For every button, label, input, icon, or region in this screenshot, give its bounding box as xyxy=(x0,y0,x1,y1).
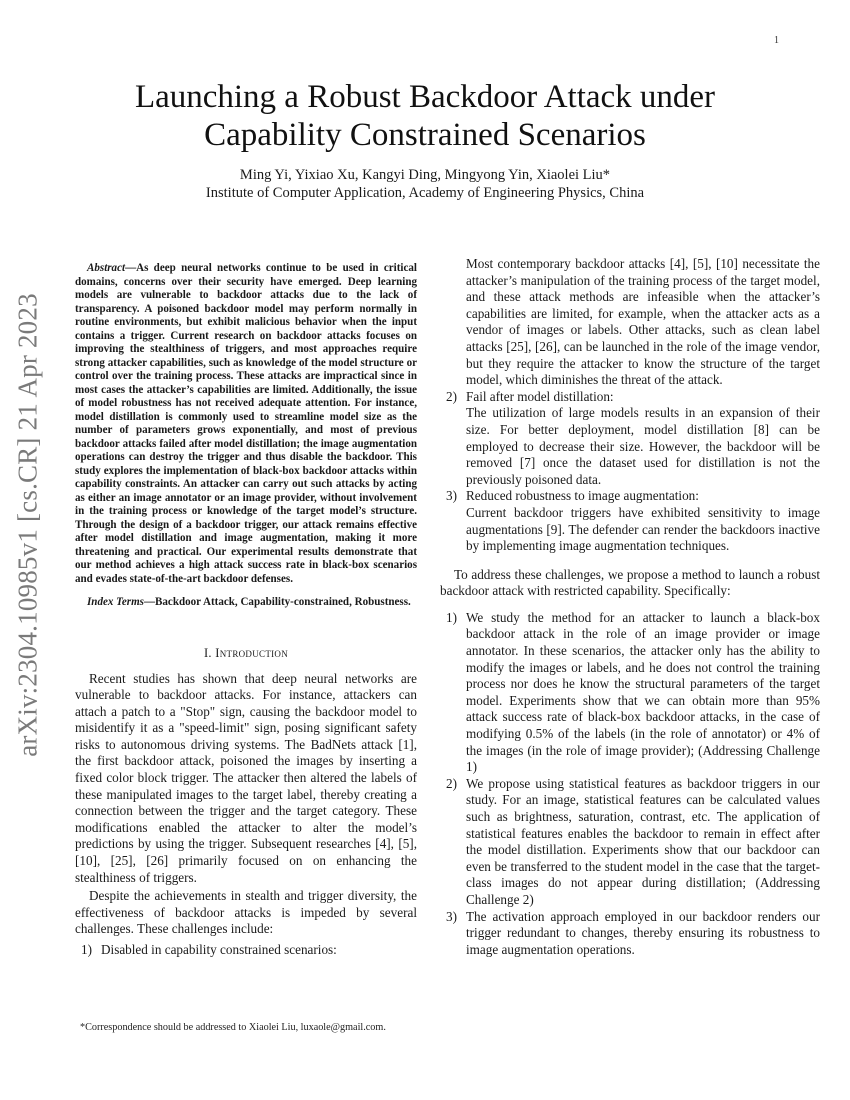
contribution-item xyxy=(440,909,820,959)
challenge-list-continued xyxy=(440,389,820,555)
list-number: 2) xyxy=(446,388,457,404)
index-terms-label: Index Terms xyxy=(87,596,144,608)
paper-title xyxy=(0,78,850,154)
abstract xyxy=(75,262,417,586)
challenge-title: Disabled in capability constrained scenarios: xyxy=(101,942,337,957)
abstract-label: Abstract xyxy=(87,262,126,274)
correspondence-footnote: *Correspondence should be addressed to Xiaolei Liu, luxaole@gmail.com. xyxy=(80,1022,386,1033)
list-number: 3) xyxy=(446,488,457,504)
contribution-item xyxy=(440,610,820,776)
challenge-body: The utilization of large models results in an expansion of their size. For better deployment, model distillation [8] can be employed to decrease their size. However, the backdoor will be removed [7] once the dataset used for distillation is not the previously poisoned data. xyxy=(466,405,820,487)
paper-title-line-2: Capability Constrained Scenarios xyxy=(204,117,646,153)
challenge-list-start xyxy=(75,942,417,959)
challenge-title: Fail after model distillation: xyxy=(466,388,614,404)
list-number: 2) xyxy=(446,775,457,791)
list-number: 1) xyxy=(446,609,457,625)
contribution-text: We propose using statistical features as backdoor triggers in our study. For an image, statistical features can be calculated values such as brightness, saturation, contrast, etc. The application of statistical features enables the backdoor to remain in effect after the model distillation. Experiments show that our backdoor can even be transferred to the student model in the case that the target-class images do not appear during distillation; (Addressing Challenge 2) xyxy=(466,775,820,907)
index-terms xyxy=(75,596,417,610)
intro-paragraph: Despite the achievements in stealth and trigger diversity, the effectiveness of backdoor attacks is impeded by several challenges. These challenges include: xyxy=(75,888,417,937)
paper-header xyxy=(0,78,850,202)
challenge-body: Most contemporary backdoor attacks [4], [5], [10] necessitate the attacker’s manipulation of the training process of the target model, and these attack methods are infeasible when the attacker’s capabilities are limited, for example, when the attacker acts as a vendor of images or labels. Other attacks, such as clean label attacks [25], [26], can be launched in the role of the image vendor, but they require the attacker to know the structure of the target model, which diminishes the threat of the attack. xyxy=(466,256,820,388)
challenge-item xyxy=(440,488,820,554)
list-number: 3) xyxy=(446,908,457,924)
section-heading-introduction: I. Introduction xyxy=(203,645,289,660)
arxiv-identifier-stamp: arXiv:2304.10985v1 [cs.CR] 21 Apr 2023 xyxy=(12,293,43,757)
intro-paragraph: Recent studies has shown that deep neural networks are vulnerable to backdoor attacks. For instance, attackers can attach a patch to a "Stop" sign, causing the backdoor model to misidentify it as a "speed-limit" sign, posing significant safety risks to autonomous driving systems. The BadNets attack [1], the first backdoor attack, poisoned the images by inserting a fixed color block trigger. The attacker then altered the labels of these manipulated images to the target label, thereby creating a connection between the trigger and the target category. These modifications enabled the attacker to alter the model’s predictions by using the trigger. Subsequent researches [4], [5], [10], [25], [26] primarily focused on on enhancing the stealthiness of triggers. xyxy=(75,670,417,885)
right-column xyxy=(440,256,820,958)
contribution-text: The activation approach employed in our backdoor renders our trigger redundant to changes, thereby ensuring its robustness to image augmentation operations. xyxy=(466,908,820,957)
author-affiliation: Institute of Computer Application, Academy of Engineering Physics, China xyxy=(205,185,645,201)
abstract-text: —As deep neural networks continue to be used in critical domains, concerns over their security have emerged. Deep learning models are vulnerable to backdoor attacks due to the lack of transparency. A poisoned backdoor model may perform normally in routine environments, but exhibit malicious behavior when the input contains a trigger. Current research on backdoor attacks focuses on improving the stealthiness of triggers, and most approaches require strong attacker capabilities, such as knowledge of the model structure or control over the training process. These attacks are impractical since in most cases the attacker’s capabilities are limited. Additionally, the issue of model robustness has not received adequate attention. For instance, model distillation is commonly used to streamline model size as the number of parameters grows exponentially, and most of previous backdoor attacks failed after model distillation; the image augmentation operations can destroy the trigger and thus disable the backdoor. This study explores the implementation of black-box backdoor attacks within capability constraints. An attacker can carry out such attacks by acting as either an image annotator or an image provider, without involvement in the training process or knowledge of the target model’s structure. Through the design of a backdoor trigger, our attack remains effective after model distillation and image augmentation, making it more threatening and practical. Our experimental results demonstrate that our method achieves a high attack success rate in black-box scenarios and evades state-of-the-art backdoor defenses. xyxy=(75,262,417,585)
paper-title-line-1: Launching a Robust Backdoor Attack under xyxy=(134,79,716,115)
author-list: Ming Yi, Yixiao Xu, Kangyi Ding, Mingyong Yin, Xiaolei Liu* xyxy=(239,167,611,183)
challenge-body: Current backdoor triggers have exhibited sensitivity to image augmentations [9]. The defender can render the backdoors inactive by implementing image augmentation techniques. xyxy=(466,504,820,554)
contribution-text: We study the method for an attacker to launch a black-box backdoor attack in the role of an image provider or image annotator. In these scenarios, the attacker only has the ability to modify the images or labels, and he does not control the training process nor does he know the structural parameters of the target model. Experiments show that we can obtain more than 95% attack success rate of black-box backdoor attacks, in the case of modifying 0.5% of the labels (in the role of annotator) or 4% of the images (in the role of image provider); (Addressing Challenge 1) xyxy=(466,609,820,775)
left-column xyxy=(75,262,417,959)
contribution-item xyxy=(440,776,820,909)
contribution-list xyxy=(440,610,820,958)
page-number: 1 xyxy=(774,35,779,46)
challenge-item xyxy=(440,389,820,489)
proposal-paragraph: To address these challenges, we propose a method to launch a robust backdoor attack with restricted capability. Specifically: xyxy=(440,566,820,599)
list-number: 1) xyxy=(81,942,92,957)
index-terms-text: —Backdoor Attack, Capability-constrained, Robustness. xyxy=(143,596,411,608)
challenge-title: Reduced robustness to image augmentation: xyxy=(466,488,699,504)
challenge-item xyxy=(75,942,417,959)
